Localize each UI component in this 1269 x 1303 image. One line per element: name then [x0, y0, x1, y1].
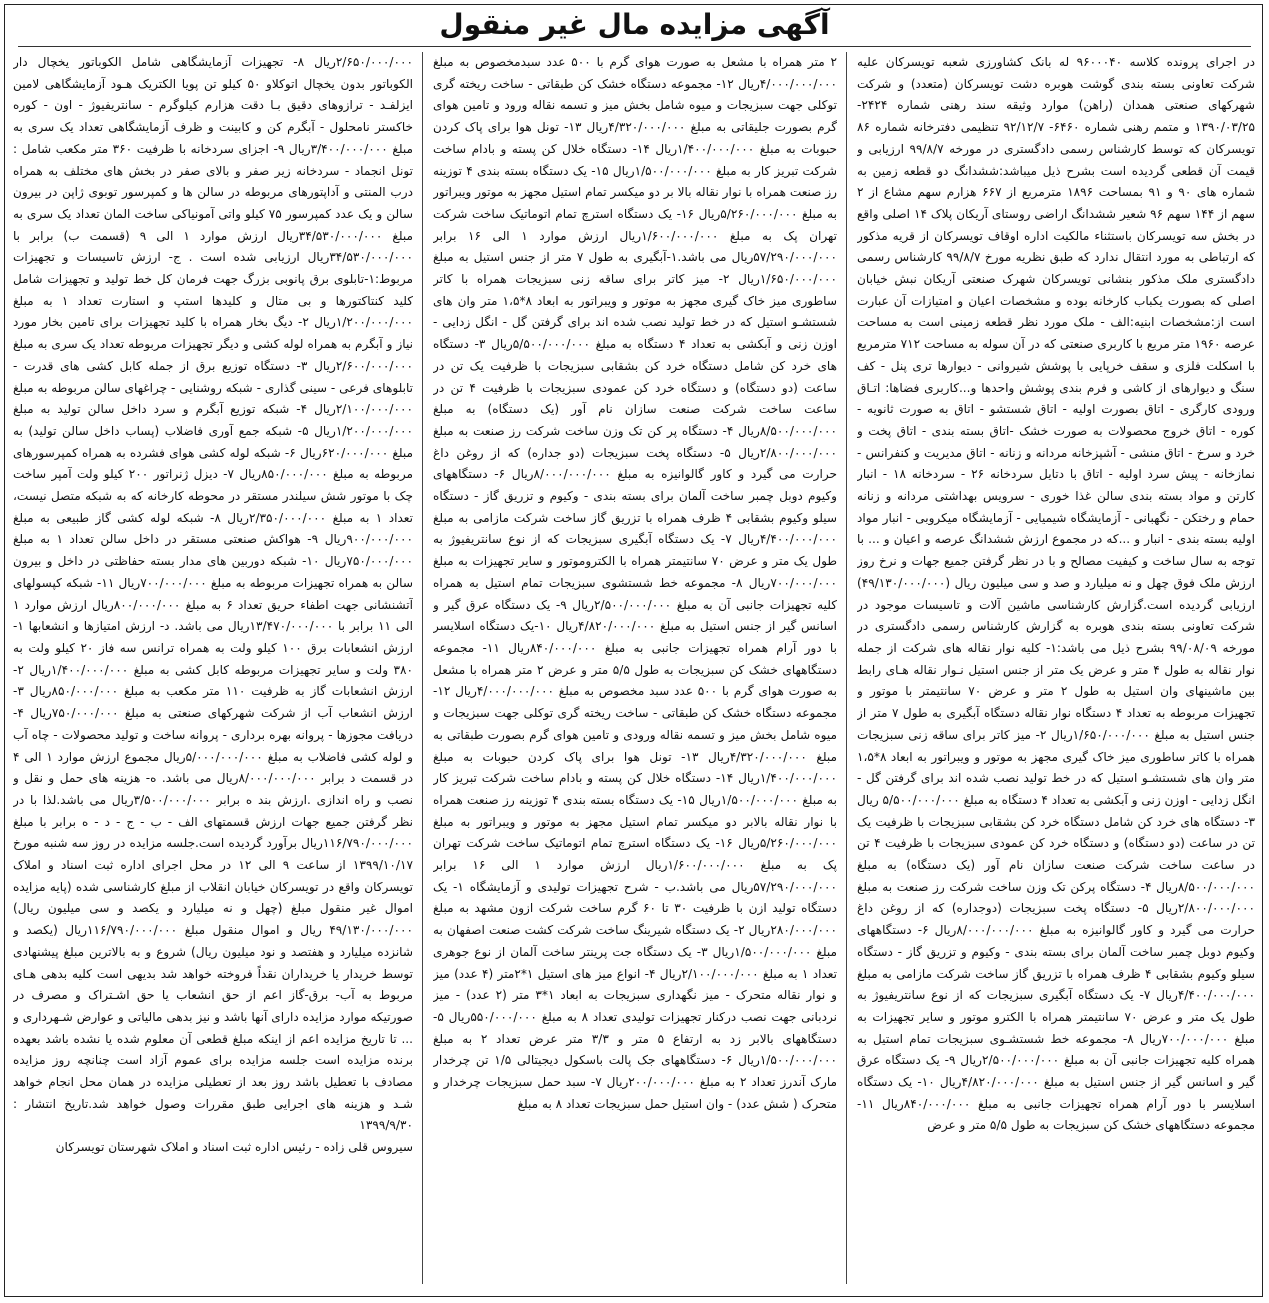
notice-title: آگهی مزایده مال غیر منقول: [439, 8, 830, 41]
column-divider-left: [422, 52, 423, 1284]
notice-column-left: [13, 52, 413, 1284]
column-right-text: در اجرای پرونده کلاسه ۹۶۰۰۰۴۰ له بانک کشاورزی شعبه تویسرکان علیه شرکت تعاونی بسته بندی گوشت هوبره دشت تویسرکان (متعدد) و شرکت شهرکهای صنعتی همدان (راهن) موارد وثیقه سند رهنی شماره ۲۴۲۴- ۱۳۹۰/۰۳/۲۵ و متمم رهنی شماره ۶۴۶۰- ۹۲/۱۲/۷ تنظیمی دفترخانه شماره ۸۶ تویسرکان که توسط کارشناس رسمی دادگستری در مورخه ۹۹/۸/۷ ارزیابی و قیمت آن قطعی گردیده است بشرح ذیل میباشد:ششدانگ دو قطعه زمین به شماره های ۹۰ و ۹۱ بمساحت ۱۸۹۶ مترمربع از ۶۶۷ هزارم سهم مشاع از ۲ سهم از ۱۴۴ سهم ۹۶ شعیر ششدانگ اراضی روستای آریکان پلاک ۱۴ اصلی واقع در بخش سه تویسرکان باستثناء مالکیت اداره اوقاف تویسرکان از قریه مذکور که ارتباطی به مورد انتقال ندارد که طبق نظریه مورخ ۹۹/۸/۷ کارشناس رسمی دادگستری ملک مذکور بنشانی تویسرکان شهرک صنعتی آریکان نبش خیابان اصلی که بصورت یکباب کارخانه بوده و مشخصات اعیان و امتیازات آن عبارت است از:مشخصات ابنیه:الف - ملک مورد نظر قطعه زمینی است به مساحت عرصه ۱۹۶۰ متر مربع با کاربری صنعتی که در آن سوله به مساحت ۷۱۲ مترمربع با اسکلت فلزی و سقف خرپایی با پوشش شیروانی - دیوارها تری پنل - کف سنگ و دیوارهای از کاشی و فرم بندی پوشش واحدها و...کاربری فضاها: اتـاق ورودی کارگری - اتاق بصورت اولیه - اتاق شستشو - اتاق به صورت ثانویه - کوره - اتاق خروج محصولات به صورت خشک -اتاق بسته بندی - اتاق پخت و خرد و سرخ - اتاق منشی - آشپزخانه مردانه و زنانه - اتاق مدیریت و کنفرانس - نمازخانه - پیش سرد اولیه - اتاق با دتایل سردخانه ۲۶ - سردخانه ۱۸ - انبار کارتن و مواد بسته بندی سالن غذا خوری - سرویس بهداشتی مردانه و زنانه حمام و رختکن - نگهبانی - آزمایشگاه شیمیایی - آزمایشگاه میکروبی - انبار مواد اولیه بسته بندی - انبار و ...که در مجموع ارزش ششدانگ عرصه و اعیان و ... با توجه به سال ساخت و کیفیت مصالح و با در نظر گرفتن جمیع جهات و نرخ روز ارزش ملک فوق چهل و نه میلیارد و صد و سی میلیون ریال (۴۹/۱۳۰/۰۰۰/۰۰۰) ارزیابی گردیده است.گزارش کارشناسی ماشین آلات و تاسیسات موجود در شرکت تعاونی بسته بندی هوبره به گزارش کارشناس رسمی دادگستری در مورخه ۹۹/۰۸/۰۹ بشرح ذیل می باشد:۱- کلیه نوار نقاله های شرکت از جمله نوار نقاله به طول ۴ متر و عرض یک متر از جنس استیل نـوار نقاله هـای رابط بین ماشینهای وان استیل به طول ۲ متر و عرض ۷۰ سانتیمتر با موتور و تجهیزات مربوطه به تعداد ۴ دستگاه نوار نقاله دستگاه آبگیری به طول ۷ متر از جنس استیل به مبلغ ۱/۶۵۰/۰۰۰/۰۰۰ریال ۲- میز کاتر برای ساقه زنی سبزیجات همراه با کاتر ساطوری میز خاک گیری مجهز به موتور و ویبراتور به ابعاد ۸*۱،۵ متر وان های شستشـو استیل که در خط تولید نصب شده اند برای گرفتن گل - انگل زدایی - اوزن زنی و آبکشی به تعداد ۴ دستگاه به مبلغ ۵/۵۰۰/۰۰۰/۰۰۰ ریال ۳- دستگاه های خرد کن شامل دستگاه خرد کن بشقابی سبزیجات با ظرفیت یک تن در ساعت (دو دستگاه) و دستگاه خرد کن عمودی سبزیجات با ظرفیت ۴ تن در ساعت ساخت شرکت صنعت سازان نام آور (یک دستگاه) به مبلغ ۸/۵۰۰/۰۰۰/۰۰۰ریال ۴- دستگاه پرکن تک وزن ساخت شرکت رز صنعت به مبلغ ۲/۸۰۰/۰۰۰/۰۰۰ریال ۵- دستگاه پخت سبزیجات (دوجداره) که از روغن داغ حرارت می گیرد و کاور گالوانیزه به مبلغ ۸/۰۰۰/۰۰۰/۰۰۰ریال ۶- دستگاههای وکیوم دوبل چمبر ساخت آلمان برای بسته بندی - وکیوم و تزریق گاز - دستگاه سیلو وکیوم بشقابی ۴ ظرف همراه با تزریق گاز ساخت شرکت مازامی به مبلغ ۴/۴۰۰/۰۰۰/۰۰۰ریال ۷- یک دستگاه آبگیری سبزیجات که از نوع سانتریفیوژ به طول یک متر و عرض ۷۰ سانتیمتر همراه با الکترو موتور و سایر تجهیزات به مبلغ ۷۰۰/۰۰۰/۰۰۰ریال ۸- مجموعه خط شستشـوی سبزیجات تمام استیل به همراه کلیه تجهیزات جانبی آن به مبلغ ۲/۵۰۰/۰۰۰/۰۰۰ریال ۹- یک دستگاه عرق گیر و اسانس گیر از جنس استیل به مبلغ ۴/۸۲۰/۰۰۰/۰۰۰ریال ۱۰- یک دستگاه اسلایسر با دور آرام همراه تجهیزات جانبی به مبلغ ۸۴۰/۰۰۰/۰۰۰ریال ۱۱- مجموعه دستگاههای خشک کن سبزیجات به طول ۵/۵ متر و عرض: [857, 55, 1255, 1133]
column-divider-right: [846, 52, 847, 1284]
column-left-text: ۲/۶۵۰/۰۰۰/۰۰۰ریال ۸- تجهیزات آزمایشگاهی شامل الکوباتور یخچال دار الکوباتور بدون یخچال اتوکلاو ۵۰ کیلو تن پویا الکتریک هـود آزمایشگاهی لامین ایزلفـد - ترازوهای دقیق بـا دقت هزارم کیلوگرم - سانتریفیوژ - اون - کوره خاکستر نامحلول - آبگرم کن و کابینت و ظرف آزمایشگاهی تعداد یک سری به مبلغ ۳/۴۰۰/۰۰۰/۰۰۰ریال ۹- اجزای سردخانه با ظرفیت ۳۶۰ متر مکعب شامل : تونل انجماد - سردخانه زیر صفر و بالای صفر در بخش های مختلف به همراه درب المنتی و آداپتورهای مربوطه در سالن ها و کمپرسور توبوی ژاپن در بیرون سالن و یک عدد کمپرسور ۷۵ کیلو واتی آمونیاکی ساخت المان تعداد یک سری به مبلغ ۳۴/۵۳۰/۰۰۰/۰۰۰ریال ارزش موارد ۱ الی ۹ (قسمت ب) برابر با ۳۴/۵۳۰/۰۰۰/۰۰۰ریال ارزیابی شده است . ج- ارزش تاسیسات و تجهیزات مربوط:۱-تابلوی برق پانوبی بزرگ جهت فرمان کل خط تولید و تجهیزات شامل کلید کنتاکتورها و بی متال و کلیدها استپ و استارت تعداد ۱ به مبلغ ۱/۲۰۰/۰۰۰/۰۰۰ریال ۲- دیگ بخار همراه با کلید تجهیزات برای تامین بخار مورد نیاز و آبگرم به همراه لوله کشی و دیگر تجهیزات مربوطه تعداد یک سری به مبلغ ۲/۶۰۰/۰۰۰/۰۰۰ریال ۳- دستگاه توزیع برق از جمله کابل کشی های قدرت - تابلوهای فرعی - سینی گذاری - شبکه روشنایی - چراغهای سالن مربوطه به مبلغ ۲/۱۰۰/۰۰۰/۰۰۰ریال ۴- شبکه توزیع آبگرم و سرد داخل سالن تولید به مبلغ ۱/۲۰۰/۰۰۰/۰۰۰ریال ۵- شبکه جمع آوری فاضلاب (پساب داخل سالن تولید) به مبلغ ۶۲۰/۰۰۰/۰۰۰ریال ۶- شبکه لوله کشی هوای فشرده به همراه کمپرسورهای مربوطه به مبلغ ۸۵۰/۰۰۰/۰۰۰ریال ۷- دیزل ژنراتور ۲۰۰ کیلو ولت آمپر ساخت چک با موتور شش سیلندر مستقر در محوطه کارخانه که به شبکه متصل نیست، تعداد ۱ به مبلغ ۲/۳۵۰/۰۰۰/۰۰۰ریال ۸- شبکه لوله کشی گاز طبیعی به مبلغ ۹۰۰/۰۰۰/۰۰۰ریال ۹- هواکش صنعتی مستقر در داخل سالن تعداد ۱ به مبلغ ۷۵۰/۰۰۰/۰۰۰ریال ۱۰- شبکه دوربین های مدار بسته حفاظتی در داخل و بیرون سالن به همراه تجهیزات مربوطه به مبلغ ۷۰۰/۰۰۰/۰۰۰ریال ۱۱- شبکه کپسولهای آتشنشانی جهت اطفاء حریق تعداد ۶ به مبلغ ۸۰۰/۰۰۰/۰۰۰ریال ارزش موارد ۱ الی ۱۱ برابر با ۱۳/۴۷۰/۰۰۰/۰۰۰ریال می باشد. د- ارزش امتیازها و انشعابها ۱-ارزش انشعابات برق ۱۰۰ کیلو ولت به همراه ترانس سه فاز ۲۰ کیلو ولت به ۳۸۰ ولت و سایر تجهیزات مربوطه کابل کشی به مبلغ ۱/۴۰۰/۰۰۰/۰۰۰ریال ۲- ارزش انشعابات گاز به ظرفیت ۱۱۰ متر مکعب به مبلغ ۸۵۰/۰۰۰/۰۰۰ریال ۳- ارزش انشعاب آب از شرکت شهرکهای صنعتی به مبلغ ۷۵۰/۰۰۰/۰۰۰ریال ۴- دریافت مجوزها - پروانه بهره برداری - پروانه ساخت و تولید محصولات - چاه آب و لوله کشی فاضلاب به مبلغ ۵/۰۰۰/۰۰۰/۰۰۰ریال مجموع ارزش موارد ۱ الی ۴ در قسمت د برابر ۸/۰۰۰/۰۰۰/۰۰۰ریال می باشد. ه- هزینه های حمل و نقل و نصب و راه اندازی .ارزش بند ه برابر ۳/۵۰۰/۰۰۰/۰۰۰ریال می باشد.لذا با در نظر گرفتن جمیع جهات ارزش قسمتهای الف - ب - ج - د - ه برابر با مبلغ ۱۱۶/۷۹۰/۰۰۰/۰۰۰ریال برآورد گردیده است.جلسه مزایده در روز سه شنبه مورخ ۱۳۹۹/۱۰/۱۷ از ساعت ۹ الی ۱۲ در محل اجرای اداره ثبت اسناد و املاک تویسرکان واقع در تویسرکان خیابان انقلاب از مبلغ کارشناسی شده (پایه مزایده اموال غیر منقول مبلغ (چهل و نه میلیارد و یکصد و سی میلیون ریال) ۴۹/۱۳۰/۰۰۰/۰۰۰ ریال و اموال منقول مبلغ ۱۱۶/۷۹۰/۰۰۰/۰۰۰ریال (یکصد و شانزده میلیارد و هفتصد و نود میلیون ریال) شروع و به بالاترین مبلغ پیشنهادی توسط خریدار یا خریداران نقداً فروخته خواهد شد بدیهی است کلیه بدهی هـای مربوط به آب- برق-گاز اعم از حق انشعاب یا حق اشـتراک و مصرف در صورتیکه موارد مزایده دارای آنها باشد و نیز بدهی مالیاتی و عوارض شـهرداری و ... تا تاریخ مزایده اعم از اینکه مبلغ قطعی آن معلوم شده یا نشده باشد بعهده برنده مزایده است جلسه مزایده برای عموم آزاد است چنانچه روز مزایده مصادف با تعطیل باشد روز بعد از تعطیلی مزایده در همان محل انجام خواهد شـد و هزینه های اجرایی طبق مقررات وصول خواهد شد.تاریخ انتشار : ۱۳۹۹/۹/۳۰: [13, 55, 413, 1133]
notice-column-middle: [433, 52, 837, 1284]
notice-signature: سیروس قلی زاده - رئیس اداره ثبت اسناد و املاک شهرستان تویسرکان: [55, 1140, 413, 1155]
column-middle-text: ۲ متر همراه با مشعل به صورت هوای گرم با ۵۰۰ عدد سبدمخصوص به مبلغ ۴/۰۰۰/۰۰۰/۰۰۰ریال ۱۲- مجموعه دستگاه خشک کن طبقاتی - ساخت ریخته گری توکلی جهت سبزیجات و میوه شامل بخش میز و تسمه نقاله ورود و تامین هوای گرم بصورت جلیقاتی به مبلغ ۴/۳۲۰/۰۰۰/۰۰۰ریال ۱۳- تونل هوا برای پاک کردن حبوبات به مبلغ ۱/۴۰۰/۰۰۰/۰۰۰ریال ۱۴- دستگاه خلال کن پسته و بادام ساخت شرکت تبریز کار به مبلغ ۱/۵۰۰/۰۰۰/۰۰۰ریال ۱۵- یک دستگاه بسته بندی ۴ توزینه رز صنعت همراه با نوار نقاله بالا بر دو میکسر تمام استیل مجهز به موتور ویبراتور به مبلغ ۵/۲۶۰/۰۰۰/۰۰۰ریال ۱۶- یک دستگاه استرچ تمام اتوماتیک ساخت شرکت تهران پک به مبلغ ۱/۶۰۰/۰۰۰/۰۰۰ریال ارزش موارد ۱ الی ۱۶ برابر ۵۷/۲۹۰/۰۰۰/۰۰۰ریال می باشد.۱-آبگیری به طول ۷ متر از جنس استیل به مبلغ ۱/۶۵۰/۰۰۰/۰۰۰ریال ۲- میز کاتر برای ساقه زنی سبزیجات همراه با کاتر ساطوری میز خاک گیری مجهز به موتور و ویبراتور به ابعاد ۸*۱،۵ متر وان های شستشـو استیل که در خط تولید نصب شده اند برای گرفتن گل - انگل زدایی - اوزن زنی و آبکشی به تعداد ۴ دستگاه به مبلغ ۵/۵۰۰/۰۰۰/۰۰۰ریال ۳- دستگاه های خرد کن شامل دستگاه خرد کن بشقابی سبزیجات با ظرفیت یک تن در ساعت (دو دستگاه) و دستگاه خرد کن عمودی سبزیجات با ظرفیت ۴ تن در ساعت ساخت شرکت صنعت سازان نام آور (یک دستگاه) به مبلغ ۸/۵۰۰/۰۰۰/۰۰۰ریال ۴- دستگاه پر کن تک وزن ساخت شرکت رز صنعت به مبلغ ۲/۸۰۰/۰۰۰/۰۰۰ریال ۵- دستگاه پخت سبزیجات (دو جداره) که از روغن داغ حرارت می گیرد و کاور گالوانیزه به مبلغ ۸/۰۰۰/۰۰۰/۰۰۰ریال ۶- دستگاههای وکیوم دوبل چمبر ساخت آلمان برای بسته بندی - وکیوم و تزریق گاز - دستگاه سیلو وکیوم بشقابی ۴ ظرف همراه با تزریق گاز ساخت شرکت مازامی به مبلغ ۴/۴۰۰/۰۰۰/۰۰۰ریال ۷- یک دستگاه آبگیری سبزیجات که از نوع سانتریفیوژ به طول یک متر و عرض ۷۰ سانتیمتر همراه با الکتروموتور و سایر تجهیزات به مبلغ ۷۰۰/۰۰۰/۰۰۰ریال ۸- مجموعه خط شستشوی سبزیجات تمام استیل به همراه کلیه تجهیزات جانبی آن به مبلغ ۲/۵۰۰/۰۰۰/۰۰۰ریال ۹- یک دستگاه عرق گیر و اسانس گیر از جنس استیل به مبلغ ۴/۸۲۰/۰۰۰/۰۰۰ریال ۱۰-یک دستگاه اسلایسر با دور آرام همراه تجهیزات جانبی به مبلغ ۸۴۰/۰۰۰/۰۰۰ریال ۱۱- مجموعه دستگاههای خشک کن سبزیجات به طول ۵/۵ متر و عرض ۲ متر همراه با مشعل به صورت هوای گرم با ۵۰۰ عدد سبد مخصوص به مبلغ ۴/۰۰۰/۰۰۰/۰۰۰ریال ۱۲-مجموعه دستگاه خشک کن طبقاتی - ساخت ریخته گری توکلی جهت سبزیجات و میوه شامل بخش میز و تسمه نقاله ورودی و تامین هوای گرم بصورت طبقاتی به مبلغ ۴/۳۲۰/۰۰۰/۰۰۰ریال ۱۳- تونل هوا برای پاک کردن حبوبات به مبلغ ۱/۴۰۰/۰۰۰/۰۰۰ریال ۱۴- دستگاه خلال کن پسته و بادام ساخت شرکت تبریز کار به مبلغ ۱/۵۰۰/۰۰۰/۰۰۰ریال ۱۵- یک دستگاه بسته بندی ۴ توزینه رز صنعت همراه با نوار نقاله بالابر دو میکسر تمام استیل مجهز به موتور و ویبراتور به مبلغ ۵/۲۶۰/۰۰۰/۰۰۰ریال ۱۶- یک دستگاه استرچ تمام اتوماتیک ساخت شرکت تهران پک به مبلغ ۱/۶۰۰/۰۰۰/۰۰۰ریال ارزش موارد ۱ الی ۱۶ برابر ۵۷/۲۹۰/۰۰۰/۰۰۰ریال می باشد.ب - شرح تجهیزات تولیدی و آزمایشگاه ۱- یک دستگاه تولید ازن با ظرفیت ۳۰ تا ۶۰ گرم ساخت شرکت ازون مشهد به مبلغ ۲۸۰/۰۰۰/۰۰۰ریال ۲- یک دستگاه شیرینگ ساخت شرکت کشت صنعت اصفهان به مبلغ ۱/۵۰۰/۰۰۰/۰۰۰ریال ۳- یک دستگاه جت پرینتر ساخت آلمان از نوع جوهری تعداد ۱ به مبلغ ۲/۱۰۰/۰۰۰/۰۰۰ریال ۴- انواع میز های استیل ۱*۲متر (۴ عدد) میز و نوار نقاله متحرک - میز نگهداری سبزیجات به ابعاد ۱*۳ متر (۲ عدد) - میز نردبانی جهت نصب درکنار تجهیزات تولیدی تعداد ۸ به مبلغ ۵۵۰/۰۰۰/۰۰۰ریال ۵- دستگاههای بالابر زد به ارتفاع ۵ متر و ۳/۳ متر عرض تعداد ۲ به مبلغ ۱/۵۰۰/۰۰۰/۰۰۰ریال ۶- دستگاههای جک پالت باسکول دیجیتالی ۱/۵ تن چرخدار مارک آندرز تعداد ۲ به مبلغ ۲۰۰/۰۰۰/۰۰۰ریال ۷- سبد حمل سبزیجات چرخدار و متحرک ( شش عدد) - وان استیل حمل سبزیجات تعداد ۸ به مبلغ: [433, 55, 837, 1111]
notice-column-right: [857, 52, 1255, 1284]
title-divider: [18, 46, 1251, 47]
